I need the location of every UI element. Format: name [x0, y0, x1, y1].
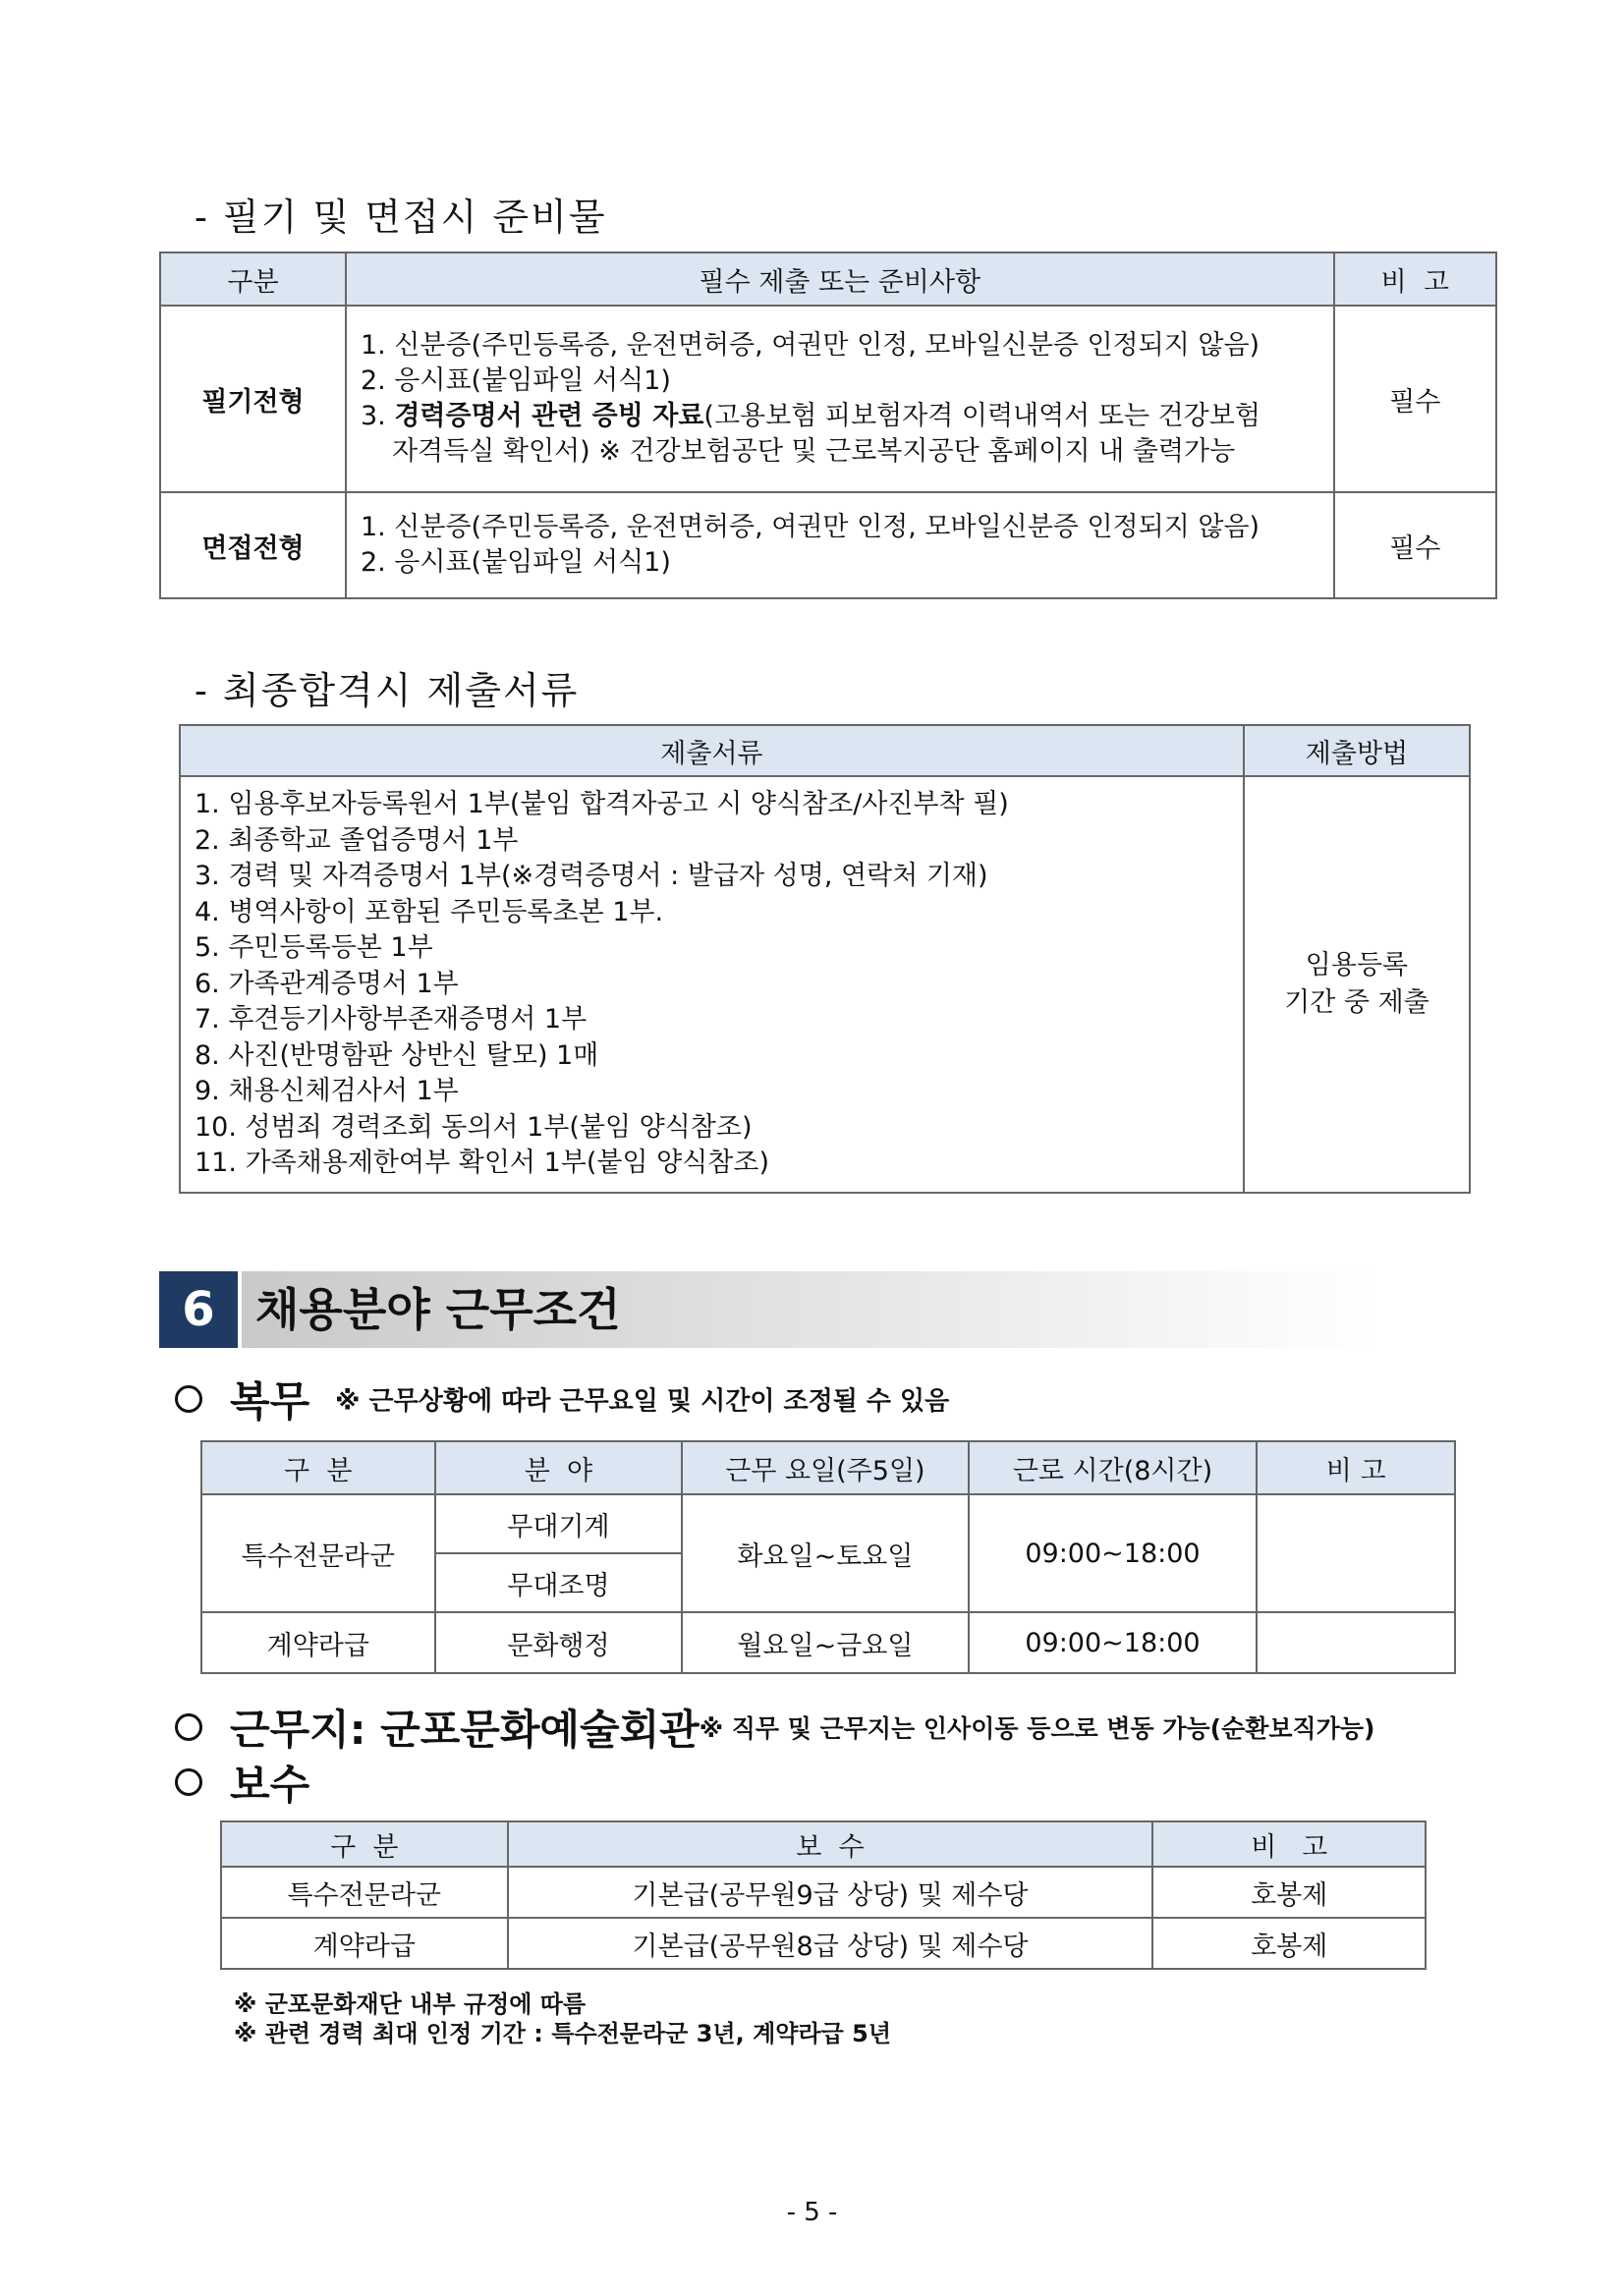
final-docs-method-line1: 임용등록	[1305, 950, 1409, 980]
duty-hours-contract: 09:00~18:00	[969, 1612, 1258, 1673]
pay-row-special-group: 특수전문라군	[221, 1867, 508, 1918]
list-item: 6. 가족관계증명서 1부	[195, 968, 459, 999]
pay-header-category: 구 분	[221, 1821, 508, 1867]
list-item: 3. 경력 및 자격증명서 1부(※경력증명서 : 발급자 성명, 연락처 기재)	[195, 861, 988, 892]
pay-footnote-1: ※ 군포문화재단 내부 규정에 따름	[234, 1990, 587, 2018]
list-item: 4. 병역사항이 포함된 주민등록초본 1부.	[195, 896, 664, 927]
section-title: 채용분야 근무조건	[242, 1271, 1377, 1348]
duty-group-contract: 계약라급	[201, 1612, 435, 1673]
pay-row-special-note: 호봉제	[1152, 1867, 1426, 1918]
final-docs-list	[180, 776, 1244, 1193]
exam-prep-table	[159, 252, 1497, 599]
circle-bullet-icon	[175, 1768, 202, 1796]
final-docs-table	[179, 724, 1471, 1194]
duty-note: ※ 근무상황에 따라 근무요일 및 시간이 조정될 수 있음	[335, 1386, 950, 1417]
list-item-continuation: 자격득실 확인서) ※ 건강보험공단 및 근로복지공단 홈페이지 내 출력가능	[391, 436, 1236, 467]
final-docs-header-method: 제출방법	[1244, 725, 1470, 776]
exam-prep-row-written-note: 필수	[1334, 306, 1496, 492]
duty-group-special: 특수전문라군	[201, 1494, 435, 1612]
pay-header-pay: 보 수	[508, 1821, 1153, 1867]
duty-table	[200, 1440, 1456, 1674]
pay-footnote-2: ※ 관련 경력 최대 인정 기간 : 특수전문라군 3년, 계약라급 5년	[234, 2020, 892, 2047]
list-item-rest: (고용보험 피보험자격 이력내역서 또는 건강보험	[703, 401, 1260, 431]
section-number: 6	[159, 1271, 238, 1348]
list-item: 2. 응시표(붙임파일 서식1)	[360, 547, 671, 578]
duty-note-contract	[1257, 1612, 1455, 1673]
exam-prep-row-interview-note: 필수	[1334, 492, 1496, 598]
pay-table	[220, 1820, 1427, 1970]
workplace-heading	[175, 1698, 1374, 1757]
page-number: - 5 -	[786, 2198, 838, 2227]
duty-header-category: 구 분	[201, 1441, 435, 1494]
exam-prep-row-interview-label: 면접전형	[160, 492, 346, 598]
list-item: 1. 임용후보자등록원서 1부(붙임 합격자공고 시 양식참조/사진부착 필)	[195, 789, 1009, 820]
final-docs-header-docs: 제출서류	[180, 725, 1244, 776]
final-docs-method	[1244, 776, 1470, 1193]
workplace-note: ※ 직무 및 근무지는 인사이동 등으로 변동 가능(순환보직가능)	[699, 1714, 1375, 1743]
list-item: 2. 최종학교 졸업증명서 1부	[195, 824, 519, 856]
list-item-bold: 경력증명서 관련 증빙 자료	[394, 401, 704, 431]
duty-field-stage-machinery: 무대기계	[435, 1494, 683, 1553]
list-item: 5. 주민등록등본 1부	[195, 932, 433, 964]
pay-row-contract-pay: 기본급(공무원8급 상당) 및 제수당	[508, 1918, 1153, 1969]
final-docs-method-line2: 기간 중 제출	[1284, 987, 1429, 1018]
exam-prep-heading: - 필기 및 면접시 준비물	[195, 196, 607, 239]
duty-label: 복무	[230, 1377, 310, 1426]
list-item-prefix: 3.	[360, 401, 395, 431]
duty-header-field: 분 야	[435, 1441, 683, 1494]
workplace-label: 근무지: 군포문화예술회관	[230, 1706, 700, 1754]
exam-prep-row-interview-items	[346, 492, 1334, 598]
list-item: 8. 사진(반명함판 상반신 탈모) 1매	[195, 1039, 599, 1071]
pay-row-contract-note: 호봉제	[1152, 1918, 1426, 1969]
exam-prep-header-requirements: 필수 제출 또는 준비사항	[346, 252, 1334, 306]
duty-heading	[175, 1370, 949, 1428]
pay-row-special-pay: 기본급(공무원9급 상당) 및 제수당	[508, 1867, 1153, 1918]
duty-days-contract: 월요일~금요일	[682, 1612, 968, 1673]
exam-prep-row-written-items	[346, 306, 1334, 492]
list-item: 1. 신분증(주민등록증, 운전면허증, 여권만 인정, 모바일신분증 인정되지 않음)	[360, 330, 1260, 361]
list-item: 9. 채용신체검사서 1부	[195, 1076, 459, 1107]
list-item: 11. 가족채용제한여부 확인서 1부(붙임 양식참조)	[195, 1148, 769, 1179]
duty-field-stage-lighting: 무대조명	[435, 1553, 683, 1612]
list-item: 10. 성범죄 경력조회 동의서 1부(붙임 양식참조)	[195, 1111, 753, 1143]
circle-bullet-icon	[175, 1713, 202, 1741]
exam-prep-header-category: 구분	[160, 252, 346, 306]
pay-row-contract-group: 계약라급	[221, 1918, 508, 1969]
duty-field-culture-admin: 문화행정	[435, 1612, 683, 1673]
exam-prep-row-written-label: 필기전형	[160, 306, 346, 492]
duty-hours-special: 09:00~18:00	[969, 1494, 1258, 1612]
duty-header-hours: 근로 시간(8시간)	[969, 1441, 1258, 1494]
duty-days-special: 화요일~토요일	[682, 1494, 968, 1612]
list-item: 7. 후견등기사항부존재증명서 1부	[195, 1004, 588, 1036]
list-item	[361, 399, 1319, 434]
exam-prep-header-note: 비 고	[1334, 252, 1496, 306]
duty-note-special	[1257, 1494, 1455, 1612]
duty-header-note: 비 고	[1257, 1441, 1455, 1494]
circle-bullet-icon	[175, 1385, 202, 1413]
list-item: 1. 신분증(주민등록증, 운전면허증, 여권만 인정, 모바일신분증 인정되지 않음)	[360, 512, 1260, 542]
duty-header-days: 근무 요일(주5일)	[682, 1441, 968, 1494]
final-docs-heading: - 최종합격시 제출서류	[195, 669, 580, 712]
pay-heading	[175, 1753, 309, 1812]
pay-label: 보수	[230, 1761, 310, 1809]
section-6-header	[159, 1271, 1377, 1348]
pay-header-note: 비 고	[1152, 1821, 1426, 1867]
list-item: 2. 응시표(붙임파일 서식1)	[360, 365, 671, 396]
